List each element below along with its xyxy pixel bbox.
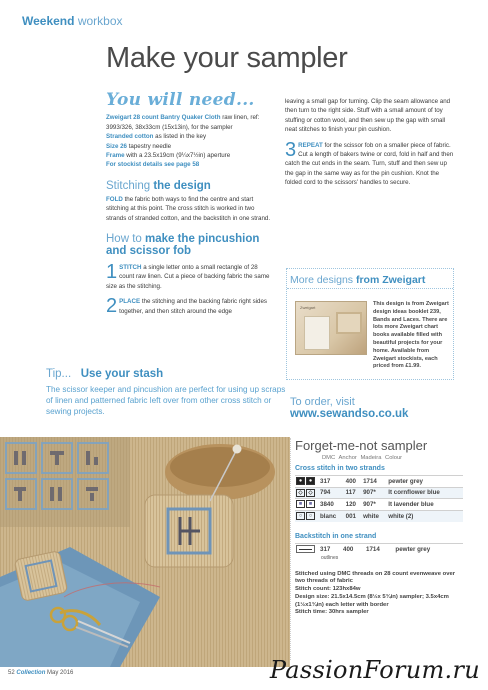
left-column xyxy=(106,90,274,317)
you-need-item: Size 26 tapestry needle xyxy=(106,142,172,150)
section-tag xyxy=(22,14,123,28)
howto-continued: leaving a small gap for turning. Clip the seam allowance and then turn to the right side. Stuff with a small amount of toy stuffing or cotton wool, and then sew up the gap with small neat stitches to finish your pin cushion. xyxy=(285,98,451,134)
table-row: ● ● 317 400 1714 pewter grey xyxy=(295,476,463,488)
issue-date: May 2016 xyxy=(47,670,74,676)
page-footer xyxy=(8,670,73,676)
cross-stitch-heading: Cross stitch in two strands xyxy=(295,465,385,472)
watermark: PassionForum.ru xyxy=(269,656,480,684)
book-label: Zweigart xyxy=(300,305,316,310)
order-label: To order, visit xyxy=(290,396,355,408)
backstitch-heading: Backstitch in one strand xyxy=(295,532,377,540)
symbol-icon: ● xyxy=(296,477,305,485)
stitching-heading: Stitching the design xyxy=(106,179,211,192)
key-column-headers: DMC Anchor Madeira Colour xyxy=(322,455,403,461)
book-frame-graphic xyxy=(336,312,362,334)
thread-key xyxy=(290,438,460,660)
book-cover-image xyxy=(295,301,367,355)
key-note: Stitched using DMC threads on 28 count evenweave over two threads of fabric xyxy=(295,570,456,585)
table-row: ◇ ◇ 794 117 907* lt cornflower blue xyxy=(295,487,463,499)
symbol-icon: ■ xyxy=(296,500,305,508)
howto-step: 2 PLACE the stitching and the backing fabric right sides together, and then stitch around the edge xyxy=(106,297,268,317)
section-tag-bold: Weekend xyxy=(22,14,75,28)
stitching-text: FOLD the fabric both ways to find the centre and start stitching at this point. The cross stitch is worked in two strands of stranded cotton, and the backstitch in one strand. xyxy=(106,195,271,222)
key-note: Stitch count: 123hx84w xyxy=(295,586,361,593)
you-need-heading: You will need... xyxy=(106,90,255,110)
magazine-name: Collection xyxy=(16,670,46,676)
page-number: 52 xyxy=(8,670,15,676)
right-column xyxy=(285,97,455,188)
backstitch-table xyxy=(295,543,463,555)
section-tag-rest: workbox xyxy=(77,14,123,28)
photo-illustration xyxy=(0,437,290,667)
page-title: Make your sampler xyxy=(106,42,348,74)
symbol-icon: ■ xyxy=(306,500,315,508)
symbol-icon: ○ xyxy=(306,512,315,520)
book-shelf-graphic xyxy=(304,316,330,350)
symbol-icon: ● xyxy=(306,477,315,485)
cross-stitch-table xyxy=(295,475,463,522)
key-notes xyxy=(295,571,460,618)
symbol-icon: ◇ xyxy=(306,489,315,497)
symbol-icon: ○ xyxy=(296,512,305,520)
order-link[interactable]: www.sewandso.co.uk xyxy=(290,408,409,420)
howto-heading: How to make the pincushion and scissor fob xyxy=(106,233,260,258)
you-need-item: Stranded cotton as listed in the key xyxy=(106,133,207,141)
tip-heading: Tip... Use your stash xyxy=(46,368,164,380)
backstitch-note: outlines xyxy=(321,554,339,561)
more-designs-heading: More designs from Zweigart xyxy=(287,269,453,289)
key-title: Forget-me-not sampler xyxy=(295,438,428,453)
tip-text: The scissor keeper and pincushion are perfect for using up scraps of linen and patterned fabric left over from other cross stitch or sewing projects. xyxy=(46,385,286,416)
howto-step: 1 STITCH a single letter onto a small rectangle of 28 count raw linen. Cut a piece of backing fabric the same size as the stitching. xyxy=(106,263,270,290)
table-row: ■ ■ 3840 120 907* lt lavender blue xyxy=(295,499,463,511)
howto-step: 3 REPEAT for the scissor fob on a smaller piece of fabric. Cut a length of bakers twine or cord, fold in half and then catch the cut ends in the seam. Turn, stuff and then sew up the gap in the same way as for the pin cushion. Knot the folded cord to the scissors' handles to secure. xyxy=(285,140,454,187)
you-need-item: Zweigart 28 count Bantry Quaker Cloth raw linen, ref: 3993/326, 38x33cm (15x13in), for the sampler xyxy=(106,114,260,131)
symbol-icon: ◇ xyxy=(296,489,305,497)
order-info xyxy=(290,396,408,421)
tip-box xyxy=(46,368,286,417)
table-row: 317 400 1714 pewter grey xyxy=(295,543,463,555)
stockist-note: For stockist details see page 58 xyxy=(106,161,200,169)
you-need-item: Frame with a 23.5x19cm (9¼x7½in) aperture xyxy=(106,152,231,160)
key-note: Design size: 21.5x14.5cm (8½x 5¾in) sampler; 3.5x4cm (1½x1¾in) each letter with border xyxy=(295,593,449,608)
table-row: ○ ○ blanc 001 white white (2) xyxy=(295,510,463,522)
backstitch-line-icon xyxy=(296,545,315,553)
more-designs-text: This design is from Zweigart design ideas booklet 239, Bands and Laces. There are lots more Zweigart chart books available filled with beautiful projects for your home. Available from Zweigart stockists, each priced from £1.99. xyxy=(373,301,449,370)
project-photo xyxy=(0,437,290,667)
key-note: Stitch time: 30hrs sampler xyxy=(295,609,369,616)
more-designs-box xyxy=(286,268,454,380)
